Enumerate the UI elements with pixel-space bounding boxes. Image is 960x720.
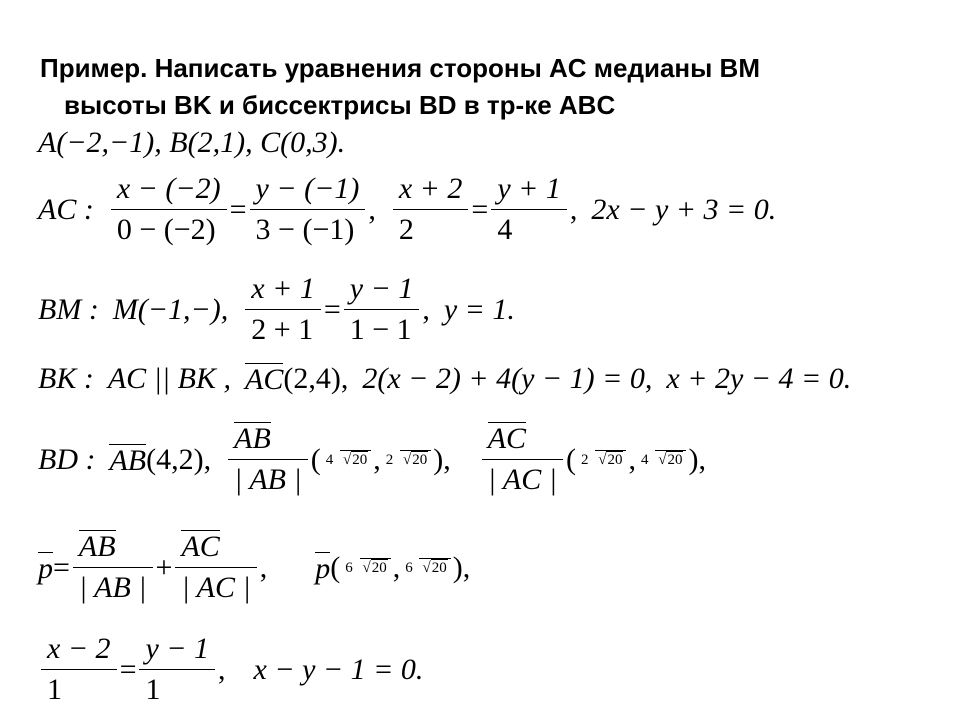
final-f1-numerator: x − 2 (47, 632, 111, 665)
bm-result: y = 1. (443, 292, 515, 326)
bm-equation (38, 272, 515, 347)
ac-result: 2x − y + 3 = 0. (591, 192, 777, 226)
final-comma: , (218, 652, 226, 686)
final-f1-denominator: 1 (41, 669, 117, 707)
p-comma: , (259, 550, 268, 584)
ac-equals: = (229, 192, 247, 226)
points-text: A(−2,−1), B(2,1), C(0,3). (38, 126, 346, 159)
p-plus: + (155, 550, 173, 584)
bm-fraction-2 (344, 272, 420, 347)
final-fraction-2 (139, 632, 215, 707)
bd-b1-denominator: 20 (607, 451, 623, 468)
ac-equals-2: = (471, 192, 489, 226)
p-f2-numerator: AC (181, 530, 220, 563)
ac-fraction-3 (393, 172, 469, 247)
final-f2-denominator: 1 (139, 669, 215, 707)
bd-close-paren-1: ), (433, 442, 451, 476)
ac-f1-numerator: x − (−2) (116, 172, 221, 205)
bd-unit-ac-denominator: | AC | (482, 459, 563, 497)
final-equals: = (119, 652, 137, 686)
ac-f2-denominator: 3 − (−1) (250, 209, 366, 247)
bd-a2-fraction: 2 √20 (383, 451, 431, 469)
ac-f3-numerator: x + 2 (398, 172, 463, 205)
bd-a1-numerator: 4 (325, 451, 334, 468)
p-c2-fraction: 6 √20 (402, 559, 450, 577)
bm-f1-denominator: 2 + 1 (245, 309, 321, 347)
ac-fraction-1 (111, 172, 227, 247)
p-c1-fraction: 6 √20 (342, 559, 390, 577)
ac-fraction-2 (250, 172, 366, 247)
bd-b2-fraction: 4 √20 (638, 451, 686, 469)
title-line-1: Пример. Написать уравнения стороны AC медианы BM (40, 53, 760, 83)
bd-b1-fraction: 2 √20 (578, 451, 626, 469)
bm-f1-numerator: x + 1 (251, 272, 315, 305)
bm-equals: = (323, 292, 341, 326)
p-separator: , (392, 550, 401, 584)
p-vector: p (38, 551, 53, 585)
ac-f4-denominator: 4 (491, 209, 567, 247)
ac-comma: , (368, 192, 376, 226)
bd-equation (38, 422, 706, 497)
bk-label: BK : (38, 362, 94, 395)
bd-separator-1: , (373, 442, 381, 476)
ac-f3-denominator: 2 (393, 209, 469, 247)
bk-vector-coords: (2,4), (283, 362, 349, 395)
bd-a1-denominator: 20 (352, 451, 368, 468)
bm-fraction-1 (245, 272, 321, 347)
bd-b1-numerator: 2 (581, 451, 589, 468)
bd-open-paren-1: ( (310, 442, 321, 476)
final-result: x − y − 1 = 0. (253, 652, 424, 686)
bd-unit-ab-denominator: | AB | (228, 459, 308, 497)
final-fraction-1 (41, 632, 117, 707)
bd-label: BD : (38, 442, 96, 476)
bd-open-paren-2: ( (566, 442, 576, 476)
p-close-paren: ), (452, 550, 471, 584)
bd-separator-2: , (628, 442, 636, 476)
bd-unit-ac (482, 422, 563, 497)
bm-comma: , (422, 292, 430, 326)
ac-equation (38, 172, 776, 247)
bm-point: M(−1,−), (112, 292, 229, 326)
bk-parallel: AC || BK , (107, 362, 231, 395)
bm-label: BM : (38, 292, 99, 326)
bk-result: x + 2y − 4 = 0. (666, 362, 852, 395)
bk-equation (38, 362, 851, 396)
p-f2-denominator: | AC | (175, 567, 256, 605)
bk-line-equation: 2(x − 2) + 4(y − 1) = 0, (362, 362, 653, 395)
ac-f4-numerator: y + 1 (497, 172, 561, 205)
bd-unit-ac-numerator: AC (487, 422, 527, 455)
p-vector-2: p (315, 551, 331, 585)
bd-a2-numerator: 2 (385, 451, 394, 468)
bm-f2-denominator: 1 − 1 (344, 309, 420, 347)
points-line (38, 126, 345, 160)
bd-unit-ab (228, 422, 308, 497)
bd-vector-ab: AB (109, 443, 147, 477)
p-equation (38, 530, 470, 605)
bd-vector-coords: (4,2), (146, 442, 212, 476)
bk-vector-ac: AC (245, 363, 284, 396)
bd-b2-numerator: 4 (640, 451, 649, 468)
page-title (40, 50, 940, 124)
p-c1-numerator: 6 (345, 559, 353, 576)
p-fraction-1 (73, 530, 153, 605)
bd-a1-fraction: 4 √20 (323, 451, 371, 469)
bd-close-paren-2: ), (688, 442, 706, 476)
ac-f2-numerator: y − (−1) (255, 172, 360, 205)
p-fraction-2 (175, 530, 256, 605)
p-c2-denominator: 20 (431, 559, 447, 576)
p-equals: = (53, 550, 70, 584)
bd-a2-denominator: 20 (412, 451, 428, 468)
p-c2-numerator: 6 (405, 559, 413, 576)
ac-f1-denominator: 0 − (−2) (111, 209, 227, 247)
ac-fraction-4 (491, 172, 567, 247)
p-f1-numerator: AB (78, 530, 116, 563)
bm-f2-numerator: y − 1 (349, 272, 414, 305)
title-line-2: высоты BK и биссектрисы BD в тр-ке ABC (64, 90, 616, 120)
bd-b2-denominator: 20 (667, 451, 683, 468)
p-open-paren: ( (330, 550, 341, 584)
ac-comma-2: , (569, 192, 578, 226)
final-f2-numerator: y − 1 (145, 632, 210, 665)
final-equation (38, 632, 423, 707)
p-c1-denominator: 20 (371, 559, 387, 576)
p-f1-denominator: | AB | (73, 567, 153, 605)
ac-label: AC : (38, 192, 94, 226)
bd-unit-ab-numerator: AB (234, 422, 271, 455)
